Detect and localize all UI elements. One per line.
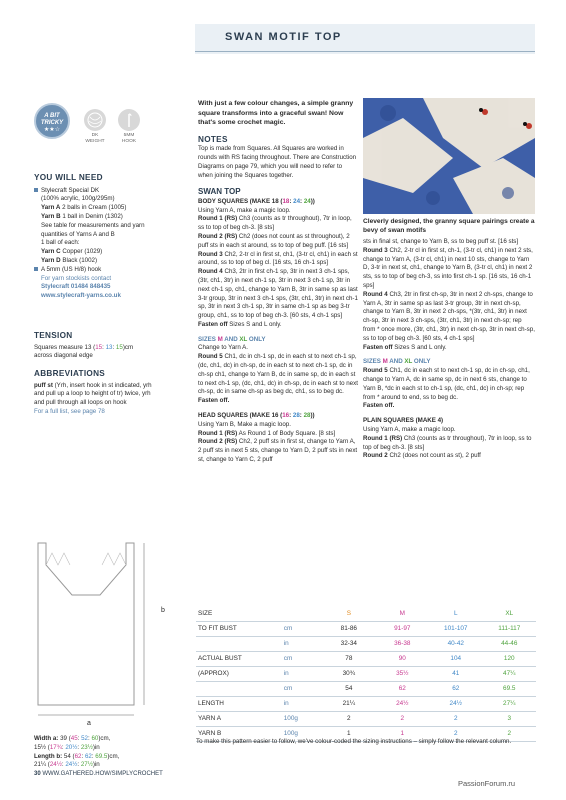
full-list-link[interactable]: For a full list, see page 78 [34,408,105,416]
stockist-link[interactable]: www.stylecraft-yarns.co.uk [41,292,121,300]
yarn-ball-icon [84,109,106,131]
tension-section: TENSION Squares measure 13 (15: 13: 15)cm across diagonal edge [34,330,162,361]
table-note: To make this pattern easier to follow, we've colour-coded the sizing instructions – simply follow the relevant column. [196,738,512,745]
you-will-need-section: YOU WILL NEED Stylecraft Special DK (100% acrylic, 100g/295m) Yarn A 2 balls in Cream (1005) Yarn B 1 ball in Denim (1302) See table for measurements and yarn quantities of Yarns A and B 1 ball of each: Yarn C Copper (1029) Yarn D Black (1002) A 5mm (US H/8) hook For yarn stockists contact Stylecraft 01484 848435 www.stylecraft-yarns.co.uk [34,172,162,301]
intro-text: With just a few colour changes, a simple granny square transforms into a graceful swan! Now that's some crochet magic. [198,100,354,127]
header-divider [195,51,535,52]
difficulty-area [34,103,156,147]
table-row: YARN A 100g 2 2 2 3 [196,711,536,726]
abbreviations-heading: ABBREVIATIONS [34,369,106,378]
photo-caption: Cleverly designed, the granny square pairings create a bevy of swan motifs [363,218,535,234]
tension-heading: TENSION [34,331,73,340]
footer-url: WWW.GATHERED.HOW/SIMPLYCROCHET [42,771,163,777]
you-will-need-heading: YOU WILL NEED [34,173,103,182]
footer-page-info [34,770,163,779]
crochet-hook-icon [118,109,140,131]
notes-heading: NOTES [198,134,228,144]
label-b: b [161,607,165,614]
page-title: SWAN MOTIF TOP [225,31,342,43]
table-row: TO FIT BUST cm 81-86 91-97 101-107 111-117 [196,621,536,636]
table-row: cm 54 62 62 69.5 [196,681,536,696]
garment-schematic [30,535,180,725]
difficulty-badge: A BIT TRICKY ★★☆ [34,103,70,139]
swan-top-heading: SWAN TOP [198,187,241,197]
hook-size-label: 5MM HOOK [121,133,137,144]
difficulty-stars: ★★☆ [43,127,61,134]
dimensions-text: Width a: 39 (45: 52: 60)cm, 15½ (17¾: 20½: 23½)in Length b: 54 (62: 62: 69.5)cm, 21¼ (24½: 24½: 27½)in [34,735,120,769]
table-row: YARN B 100g 1 1 2 2 [196,726,536,741]
page-number: 30 [34,771,41,777]
size-table [196,606,536,742]
label-a: a [87,720,91,727]
yarn-weight-label: DK WEIGHT [85,133,105,144]
abbreviations-section: ABBREVIATIONS puff st (Yrh, insert hook in st indicated, yrh and pull up a loop to height of tr) twice, yrh and pull through all loops on hook For a full list, see page 78 [34,368,162,417]
table-row: in 32-34 36-38 40-42 44-46 [196,636,536,651]
column-1: With just a few colour changes, a simple granny square transforms into a graceful swan! Now that's some crochet magic. NOTES Top is made from Squares. All Squares are worked in rounds with RS facing throughout. There are Construction Diagrams on page 79, which you will need to refer to when joining the Squares together. SWAN TOP BODY SQUARES (MAKE 18 (18: 24: 24)) Using Yarn A, make a magic loop. Round 1 (RS) Ch3 (counts as tr throughout), 7tr in loop, ss to top of beg ch-3. [8 sts] Round 2 (RS) Ch2 (does not count as st throughout), 2 puff sts in each st around, ss to top of beg puff. [16 sts] Round 3 Ch2, 2-tr cl in first st, ch1, (3-tr cl, ch1) in each st around, ss to top of beg cl. [16 sts, 16 ch-1 sps] Round 4 Ch3, 2tr in first ch-1 sp, 3tr in next 3 ch-1 sps, (3tr, ch1, 3tr) in next ch-1 sp, 3tr in next 3 ch-1 sp, 3tr in next ch-1 sp, ch1, change to Yarn B, 3tr in same sp as last 3-tr group, 3tr in next 3 ch-1 sps, (3tr, ch1, 3tr) in next ch-1 sp, 3tr in next 3 ch-1 sp, 3tr in same ch-1 sp as beg 3-tr group, ch1, ss to top of beg ch-3. [60 sts, 4 ch-1 sps] Fasten off Sizes S and L only. SIZES M AND XL ONLY Change to Yarn A. Round 5 Ch1, dc in ch-1 sp, dc in each st to next ch-1 sp, (dc, ch1, dc) in ch-sp, dc in each st to next ch-1 sp, dc in ch-sp ch1, change to Yarn B, dc in same sp, dc in each st to next ch-1 sp, (dc, ch1, dc) in ch-sp, dc in each st to next ch-sp, dc in same ch-sp as beg dc, ch1, ss to beg dc. Fasten off. HEAD SQUARES (MAKE 16 (16: 28: 28)) Using Yarn B, Make a magic loop. Round 1 (RS) As Round 1 of Body Square. [8 sts] Round 2 (RS) Ch2, 2 puff sts in first st, change to Yarn A, 2 puff sts in next 5 sts, change to Yarn D, 2 puff sts in next st, change to Yarn C, 2 puff [198,100,358,464]
watermark: PassionForum.ru [458,779,516,788]
table-header-row: SIZE S M L XL [196,606,536,621]
table-row: (APPROX) in 30¾ 35½ 41 47¼ [196,666,536,681]
table-row: LENGTH in 21¼ 24½ 24½ 27¼ [196,696,536,711]
bullet-square-icon [34,188,38,192]
bullet-square-icon [34,267,38,271]
column-2: sts in final st, change to Yarn B, ss to beg puff st. [16 sts] Round 3 Ch2, 2-tr cl in first st, ch-1, (3-tr cl, ch1) in next 2 sts, change to Yarn A, (3-tr cl, ch1) in next 10 sts, change to Yarn D, 3-tr in next st, ch1, change to Yarn B, (3-tr cl, ch1) in next 2 sts, ss to top of beg ch-3, ss into first ch-1 sp. [16 sts, 16 ch-1 sps] Round 4 Ch3, 2tr in first ch-sp, 3tr in next 2 ch-sps, change to Yarn A, 3tr in same sp as last 3-tr group, 3tr in next ch-sp, change to Yarn B, 3tr in next 2 ch-sps, *(3tr, ch1, 3tr) in next ch-sp, 3tr in next 3 ch-sps, (3tr, ch1, 3tr) in next ch-sp; rep from * once more, (3tr, ch1, 3tr) in next ch-sp, 3tr in next ch-sp, ss to top of beg ch-3. [60 sts, 4 ch-1 sps] Fasten off Sizes S and L only. SIZES M AND XL ONLY Round 5 Ch1, dc in each st to next ch-1 sp, dc in ch-sp, ch1, change to Yarn A, dc in same sp, dc in next 6 sts, change to Yarn B, *dc in each st to ch-1 sp, (dc, ch1, dc) in ch-sp; rep from * around to end, ss to beg dc. Fasten off. PLAIN SQUARES (MAKE 4) Using Yarn A, make a magic loop. Round 1 (RS) Ch3 (counts as tr throughout), 7tr in loop, ss to top of beg ch-3. [8 sts] Round 2 Ch2 (does not count as st), 2 puff [363,238,535,460]
swan-photo [363,98,535,214]
notes-text: Top is made from Squares. All Squares are worked in rounds with RS facing throughout. There are Construction Diagrams on page 79, which you will need to refer to when joining the Squares together. [198,145,357,179]
table-row: ACTUAL BUST cm 78 90 104 120 [196,651,536,666]
